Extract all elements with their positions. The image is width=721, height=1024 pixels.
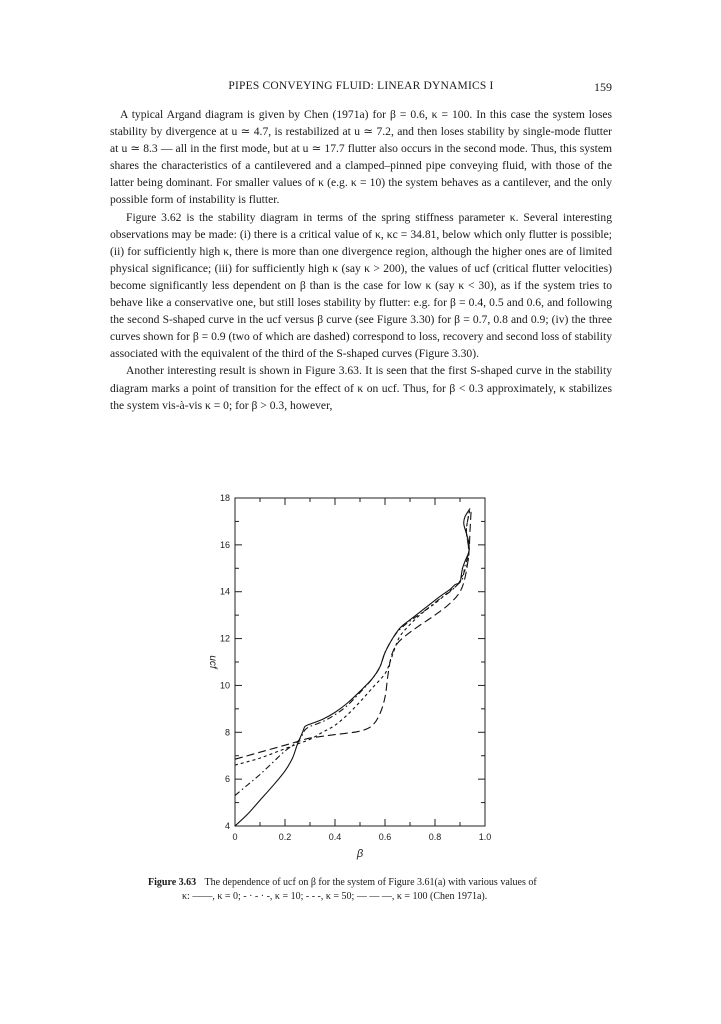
paragraph: Another interesting result is shown in Figure 3.63. It is seen that the first S-shaped curve in the stability diagram marks a point of transition for the effect of κ on ucf. Thus, for β < 0.3 approximately, κ stabilizes the system vis-à-vis κ = 0; for β > 0.3, however,: [110, 364, 612, 412]
page-header: [110, 80, 612, 98]
x-tick-label: 0.4: [328, 832, 342, 842]
y-axis-label: ucf: [207, 655, 218, 669]
series-line-dashed: [235, 509, 470, 766]
page-number: 159: [594, 80, 612, 94]
body-text: [110, 106, 612, 414]
y-tick-label: 18: [219, 493, 230, 503]
caption-legend: κ: ——, κ = 0; - · - · -, κ = 10; - - -, κ = 50; — — —, κ = 100 (Chen 1971a).: [182, 891, 488, 902]
y-tick-label: 8: [224, 727, 230, 738]
x-tick-label: 0.6: [378, 832, 392, 842]
chart: [190, 486, 510, 866]
series-line-long-dashed: [235, 509, 471, 760]
caption-label: Figure 3.63: [148, 877, 197, 888]
figure-caption: [148, 876, 618, 904]
x-tick-label: 0: [232, 832, 238, 842]
x-tick-label: 1.0: [478, 832, 492, 842]
x-tick-label: 0.2: [278, 832, 292, 842]
x-axis-label: β: [356, 848, 364, 860]
series-line-solid: [235, 509, 470, 827]
paragraph: A typical Argand diagram is given by Chen (1971a) for β = 0.6, κ = 100. In this case the system loses stability by divergence at u ≃ 4.7, is restabilized at u ≃ 7.2, and then loses stability by single-mode flutter at u ≃ 8.3 — all in the first mode, but at u ≃ 17.7 flutter also occurs in the second mode. Thus, this system shares the characteristics of a cantilevered and a clamped–pinned pipe conveying fluid, with those of the latter being dominant. For smaller values of κ (e.g. κ = 10) the system behaves as a cantilever, and the only possible form of instability is flutter.: [110, 108, 612, 207]
y-tick-label: 6: [224, 774, 230, 785]
series-line-dash-dot: [235, 509, 470, 796]
y-tick-label: 12: [219, 633, 230, 644]
y-tick-label: 14: [219, 586, 230, 597]
plot-frame: [235, 498, 485, 826]
x-tick-label: 0.8: [428, 832, 442, 842]
running-head: PIPES CONVEYING FLUID: LINEAR DYNAMICS I: [228, 80, 494, 92]
figure-3-63: [190, 486, 510, 866]
caption-text: The dependence of ucf on β for the system of Figure 3.61(a) with various values of: [204, 877, 537, 888]
y-tick-label: 16: [219, 539, 230, 550]
paragraph: Figure 3.62 is the stability diagram in terms of the spring stiffness parameter κ. Several interesting observations may be made: (i) there is a critical value of κ, κc = 34.81, below which only flutter is possible; (ii) for sufficiently high κ, there is more than one divergence region, although the higher ones are of limited physical significance; (iii) for sufficiently high κ (say κ > 200), the values of ucf (critical flutter velocities) become significantly less dependent on β than is the case for low κ (say κ < 30), as if the system tries to behave like a conservative one, but still loses stability by flutter: e.g. for β = 0.4, 0.5 and 0.6, and following the second S-shaped curve in the ucf versus β curve (see Figure 3.30) for β = 0.7, 0.8 and 0.9; (iv) the three curves shown for β = 0.9 (two of which are dashed) correspond to loss, recovery and second loss of stability associated with the equivalent of the third of the S-shaped curves (Figure 3.30).: [110, 210, 612, 361]
y-tick-label: 4: [224, 821, 230, 831]
y-tick-label: 10: [219, 680, 230, 691]
